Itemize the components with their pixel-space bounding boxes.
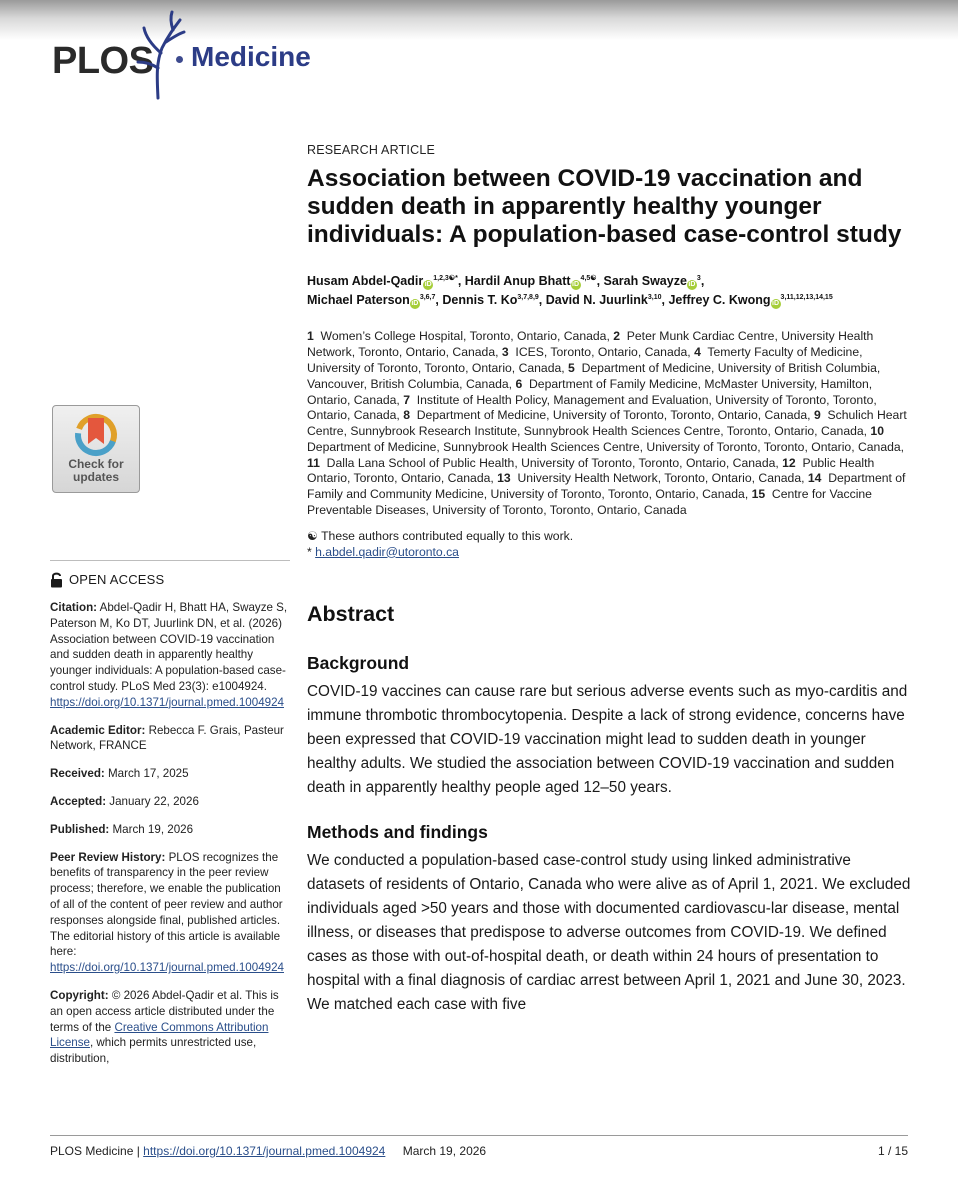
author-name[interactable]: Jeffrey C. Kwong xyxy=(668,293,771,308)
methods-heading: Methods and findings xyxy=(307,822,488,843)
orcid-icon[interactable]: iD xyxy=(688,281,696,289)
author xyxy=(604,274,701,288)
author-affiliation-sup: 4,5☯ xyxy=(580,275,597,282)
author-notes xyxy=(307,529,912,561)
orcid-icon[interactable]: iD xyxy=(772,300,780,308)
affiliation-item: 3 ICES, Toronto, Ontario, Canada, xyxy=(501,345,695,360)
affiliation-item: 7 Institute of Health Policy, Management and Evaluation, University of Toronto, Toronto, Ontario, Canada, xyxy=(307,392,877,423)
affiliation-item: 15 Centre for Vaccine Preventable Diseases, University of Toronto, Toronto, Ontario, Canada xyxy=(307,487,872,518)
author-list: Husam Abdel-Qadir $iD^{1,2,3☯*}$, Hardil Anup Bhatt $iD^{4,5☯}$, Sarah Swayze $iD^3$, Michael Paterson iD$^{3,6,7}$, Dennis T. Ko$^{3,7,8,9}$, David N. Juurlink$^{3,10}$, Jeffrey C. Kwong iD$^{3,11,12,13,14,15}$ xyxy=(307,274,833,308)
background-paragraph: COVID-19 vaccines can cause rare but serious adverse events such as myo-carditis and immune thrombotic thrombocytopenia. Despite a lack of strong evidence, concerns have been expressed that COVID-19 vaccination might lead to sudden death in younger healthy adults. We studied the association between COVID-19 vaccination and sudden death in apparently healthy people aged 12–50 years. xyxy=(307,683,908,797)
article-type: RESEARCH ARTICLE xyxy=(307,143,436,157)
page-footer xyxy=(50,1144,908,1158)
author-name[interactable]: Michael Paterson xyxy=(307,293,410,308)
received-date: Received: March 17, 2025 xyxy=(50,767,189,781)
author-affiliation-sup: 3,11,12,13,14,15 xyxy=(780,294,833,302)
affiliation-item: 14 Department of Family and Community Medicine, University of Toronto, Toronto, Ontario, Canada, xyxy=(307,471,906,502)
accepted-date: Accepted: January 22, 2026 xyxy=(50,794,199,808)
affiliation-item: 5 Department of Medicine, University of British Columbia, Vancouver, British Columbia, Canada, xyxy=(307,360,881,391)
author-affiliation-sup: 3,7,8,9 xyxy=(517,294,539,302)
author-name[interactable]: Husam Abdel-Qadir xyxy=(307,274,424,289)
sidebar-divider xyxy=(50,560,290,561)
author xyxy=(465,274,597,288)
footer-divider xyxy=(50,1135,908,1136)
footer-date: March 19, 2026 xyxy=(402,1144,487,1158)
article-main xyxy=(307,143,912,1039)
affiliation-item: 6 Department of Family Medicine, McMaster University, Hamilton, Ontario, Canada, xyxy=(307,376,873,407)
orcid-icon[interactable]: iD xyxy=(411,300,419,308)
author-affiliation-sup: 3 xyxy=(696,275,701,282)
open-access-label: OPEN ACCESS xyxy=(50,571,290,588)
footer-doi-link[interactable]: https://doi.org/10.1371/journal.pmed.1004924 xyxy=(143,1144,386,1158)
affiliation-item: 13 University Health Network, Toronto, Ontario, Canada, xyxy=(497,471,808,486)
check-for-updates-badge[interactable] xyxy=(52,405,140,493)
methods-paragraph: We conducted a population-based case-control study using linked administrative datasets of residents of Ontario, Canada who were alive as of April 1, 2021. We excluded individuals aged >50 years and those with documented cardiovascu-lar disease, mental illness, or diseases that predispose to adverse outcomes from COVID-19. We defined cases as those with out-of-hospital death, or death within 24 hours of presentation to hospital with a final diagnosis of cardiac arrest between April 1, 2021 and June 30, 2023. We matched each case with five xyxy=(307,852,911,1014)
check-for-updates-label: Check for updates xyxy=(68,457,124,484)
bookmark-icon xyxy=(53,406,139,458)
license-link[interactable]: Creative Commons Attribution License xyxy=(50,1020,269,1050)
author xyxy=(668,293,832,307)
citation: Citation: Abdel-Qadir H, Bhatt HA, Swayze S, Paterson M, Ko DT, Juurlink DN, et al. (2026) Association between COVID-19 vaccination and sudden death in apparently healthy younger individuals: A population-based case-control study. PLoS Med 23(3): e1004924. https://doi.org/10.1371/journal.pmed.1004924 xyxy=(50,601,288,709)
journal-logo[interactable] xyxy=(50,8,310,103)
affiliation-item: 2 Peter Munk Cardiac Centre, University Health Network, Toronto, Ontario, Canada, xyxy=(307,329,874,360)
corresponding-author: * h.abdel.qadir@utoronto.ca xyxy=(307,544,459,559)
abstract-heading: Abstract xyxy=(307,602,395,627)
logo-medicine-text: Medicine xyxy=(191,41,311,72)
email-link[interactable]: h.abdel.qadir@utoronto.ca xyxy=(315,544,459,559)
author-affiliation-sup: 3,10 xyxy=(647,294,662,302)
footer-journal: PLOS Medicine | xyxy=(50,1144,140,1158)
citation-doi-link[interactable]: https://doi.org/10.1371/journal.pmed.1004924 xyxy=(50,695,284,709)
article-title: Association between COVID-19 vaccination and sudden death in apparently healthy younger individuals: A population-based case-control study xyxy=(307,165,902,248)
affiliation-item: 10 Department of Medicine, Sunnybrook Health Sciences Centre, University of Toronto, Toronto, Ontario, Canada, xyxy=(307,424,905,454)
author-affiliation-sup: 3,6,7 xyxy=(419,294,436,302)
background-heading: Background xyxy=(307,653,410,674)
page-number: 1 / 15 xyxy=(877,1144,908,1158)
affiliation-item: 11 Dalla Lana School of Public Health, University of Toronto, Toronto, Ontario, Canada, xyxy=(307,455,783,470)
logo-dot xyxy=(176,56,183,63)
author-name[interactable]: Hardil Anup Bhatt xyxy=(464,274,571,289)
equal-contribution-note: ☯ These authors contributed equally to this work. xyxy=(307,528,574,543)
affiliation-item: 4 Temerty Faculty of Medicine, University of Toronto, Toronto, Ontario, Canada, xyxy=(307,345,863,375)
author xyxy=(442,293,538,307)
affiliation-list xyxy=(307,329,912,519)
author-name[interactable]: David N. Juurlink xyxy=(545,293,648,308)
article-sidebar xyxy=(50,560,290,1079)
academic-editor: Academic Editor: Rebecca F. Grais, Pasteur Network, FRANCE xyxy=(50,723,284,753)
author-affiliation-sup: 1,2,3☯* xyxy=(433,275,458,282)
author xyxy=(307,274,458,288)
logo-plos-text: PLOS xyxy=(52,40,154,82)
peer-review-link[interactable]: https://doi.org/10.1371/journal.pmed.1004924 xyxy=(50,961,284,975)
author-name[interactable]: Sarah Swayze xyxy=(603,274,687,289)
affiliation-item: 1 Women’s College Hospital, Toronto, Ontario, Canada, xyxy=(307,329,614,344)
open-lock-icon xyxy=(50,571,63,588)
orcid-icon[interactable]: iD xyxy=(572,281,580,289)
peer-review-history: Peer Review History: PLOS recognizes the benefits of transparency in the peer review process; therefore, we enable the publication of all of the content of peer review and author responses alongside final, published articles. The editorial history of this article is available here: https://doi.org/10.1371/journal.pmed.1004924 xyxy=(50,850,284,975)
affiliation-item: 12 Public Health Ontario, Toronto, Ontario, Canada, xyxy=(307,455,875,486)
published-date: Published: March 19, 2026 xyxy=(50,822,194,836)
author-name[interactable]: Dennis T. Ko xyxy=(442,293,518,308)
orcid-icon[interactable]: iD xyxy=(424,281,432,289)
copyright: Copyright: © 2026 Abdel-Qadir et al. This is an open access article distributed under the terms of the Creative Commons Attribution License, which permits unrestricted use, distribution, xyxy=(50,988,279,1066)
affiliation-item: 9 Schulich Heart Centre, Sunnybrook Research Institute, Sunnybrook Health Sciences Centre, Toronto, Ontario, Canada, xyxy=(307,408,907,439)
author xyxy=(307,293,435,307)
author xyxy=(546,293,662,307)
affiliation-item: 8 Department of Medicine, University of Toronto, Toronto, Ontario, Canada, xyxy=(403,408,814,423)
